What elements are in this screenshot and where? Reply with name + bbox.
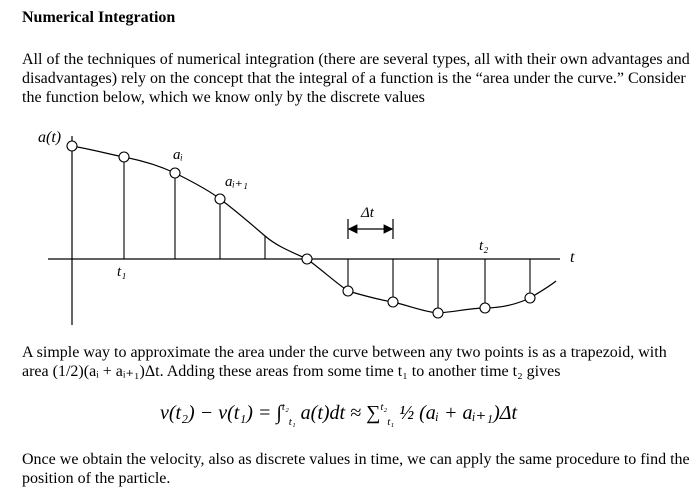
sample-lines (124, 157, 530, 313)
sample-point (433, 308, 443, 318)
sample-point (388, 297, 398, 307)
sum-upper-limit: t₂ (380, 401, 388, 413)
label-a-of-t: a(t) (38, 129, 62, 146)
sample-point (170, 168, 180, 178)
label-a-i: aᵢ (173, 147, 183, 163)
integral-upper-limit: t₂ (281, 401, 289, 413)
label-delta-t: Δt (361, 205, 374, 221)
equation-lhs: v(t₂) − v(t₁) = ∫ (160, 402, 282, 424)
section-heading: Numerical Integration (22, 9, 176, 26)
label-t-axis: t (570, 249, 575, 266)
intro-paragraph: All of the techniques of numerical integration (there are several types, all with their own advantages and disadvantages) rely on the concept that the integral of a function is the “area under the curve.” Consider the function below, which we know only by the discrete values (22, 51, 690, 106)
label-t2: t₂ (479, 238, 489, 254)
integral-equation (160, 400, 518, 428)
sample-point (67, 141, 77, 151)
function-curve (72, 146, 556, 313)
sample-point (119, 152, 129, 162)
integral-lower-limit: t₁ (288, 416, 296, 428)
conclusion-paragraph: Once we obtain the velocity, also as discrete values in time, we can apply the same procedure to find the position of the particle. (22, 451, 690, 487)
sample-point (215, 194, 225, 204)
sample-point (343, 286, 353, 296)
sample-point (480, 303, 490, 313)
equation-integrand: a(t)dt ≈ ∑ (295, 402, 381, 424)
sum-lower-limit: t₁ (387, 416, 395, 428)
sample-point (525, 293, 535, 303)
equation-rhs: ½ (aᵢ + aᵢ₊₁)Δt (394, 402, 518, 424)
label-t1: t₁ (117, 264, 127, 280)
sample-points (67, 141, 535, 318)
label-a-i-plus-1: aᵢ₊₁ (225, 174, 249, 190)
sample-point (302, 254, 312, 264)
trapezoid-paragraph: A simple way to approximate the area under the curve between any two points is as a trapezoid, with area (1/2)(aᵢ + aᵢ₊₁)Δt. Adding these areas from some time t₁ to another time t₂ gives (22, 344, 667, 380)
